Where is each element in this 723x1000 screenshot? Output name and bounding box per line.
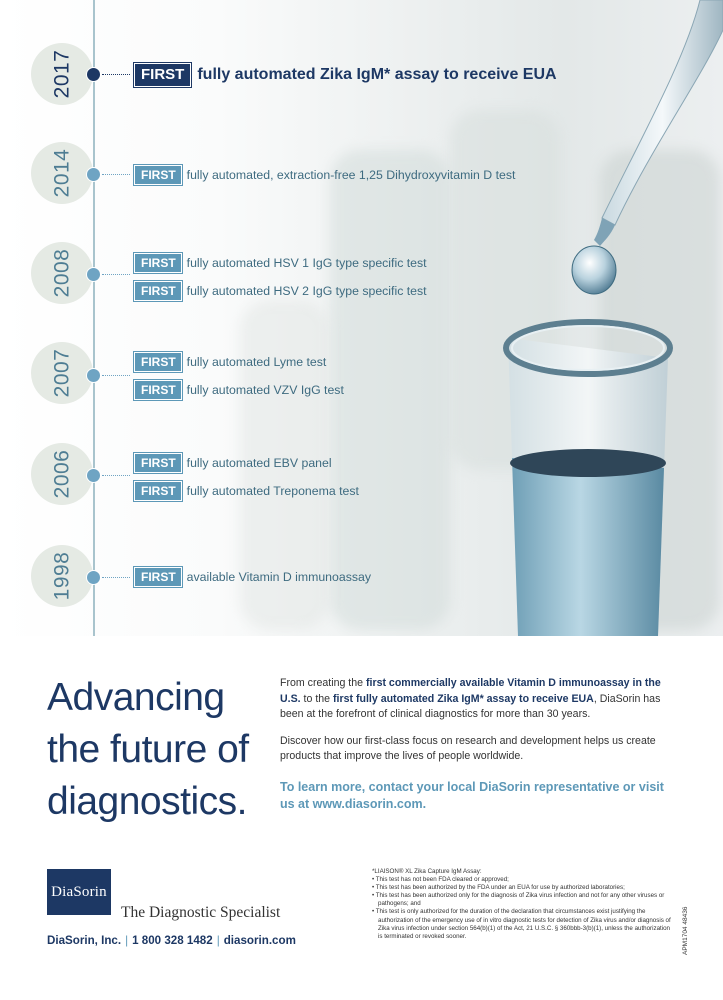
first-badge: FIRST (134, 481, 182, 501)
timeline-connector (102, 274, 130, 275)
body-paragraph-1: From creating the first commercially available Vitamin D immunoassay in the U.S. to the first fully automated Zika IgM* assay to receive EUA, DiaSorin has been at the forefront of clinical diagnostics for more than 30 years. (280, 677, 661, 720)
milestone-entry (134, 62, 557, 88)
timeline-dot (86, 67, 101, 82)
milestone-entry (134, 454, 332, 472)
year-label: 2017 (50, 49, 73, 99)
phone-number: 1 800 328 1482 (132, 934, 213, 947)
first-badge: FIRST (134, 63, 191, 87)
milestone-text: fully automated Lyme test (186, 355, 327, 369)
year-circle-2007 (31, 342, 93, 404)
milestone-entry (134, 282, 427, 300)
year-label: 2008 (50, 248, 73, 298)
milestone-entry (134, 568, 371, 586)
milestone-text: fully automated HSV 1 IgG type specific test (186, 256, 427, 270)
first-badge: FIRST (134, 253, 182, 273)
year-label: 2007 (50, 348, 73, 398)
company-name: DiaSorin, Inc. (47, 934, 122, 947)
year-circle-2017 (31, 43, 93, 105)
milestone-text: fully automated HSV 2 IgG type specific test (186, 284, 427, 298)
milestone-text: fully automated Treponema test (186, 484, 359, 498)
separator: | (125, 934, 129, 947)
milestone-text: available Vitamin D immunoassay (186, 570, 371, 584)
timeline-dot (86, 368, 101, 383)
document-code: APM1704 48436 (682, 906, 689, 955)
footnote-bullet: • This test has not been FDA cleared or approved; (372, 876, 509, 884)
milestone-entry (134, 482, 359, 500)
website-link[interactable]: diasorin.com (223, 934, 296, 947)
footnote-bullet: • This test has been authorized only for the diagnosis of Zika virus infection and not for any other viruses or pathogens; and (372, 892, 665, 908)
background-tube-blur (330, 150, 450, 630)
year-circle-2014 (31, 142, 93, 204)
timeline-connector (102, 475, 130, 476)
body-paragraph-2: Discover how our first-class focus on research and development helps us create products that improve the lives of people worldwide. (280, 734, 656, 762)
timeline-dot (86, 267, 101, 282)
timeline-dot (86, 468, 101, 483)
timeline-connector (102, 74, 130, 75)
separator: | (216, 934, 220, 947)
milestone-text: fully automated, extraction-free 1,25 Dihydroxyvitamin D test (186, 168, 516, 182)
year-label: 2014 (50, 148, 73, 198)
headline-line: the future of (47, 728, 249, 771)
milestone-text: fully automated VZV IgG test (186, 383, 344, 397)
milestone-text: fully automated EBV panel (186, 456, 332, 470)
first-badge: FIRST (134, 281, 182, 301)
tagline: The Diagnostic Specialist (121, 904, 281, 921)
milestone-entry (134, 254, 427, 272)
first-badge: FIRST (134, 165, 182, 185)
milestone-entry (134, 166, 515, 184)
year-circle-1998 (31, 545, 93, 607)
milestone-text: fully automated Zika IgM* assay to receive EUA (197, 66, 557, 83)
milestone-entry (134, 353, 326, 371)
timeline-connector (102, 375, 130, 376)
year-circle-2006 (31, 443, 93, 505)
headline (47, 672, 277, 828)
footnote-bullet: • This test has been authorized by the FDA under an EUA for use by authorized laboratories; (372, 884, 625, 892)
timeline-dot (86, 167, 101, 182)
timeline-connector (102, 577, 130, 578)
headline-line: Advancing (47, 676, 225, 719)
first-badge: FIRST (134, 453, 182, 473)
diasorin-logo (47, 869, 111, 915)
year-label: 2006 (50, 449, 73, 499)
first-badge: FIRST (134, 567, 182, 587)
timeline-connector (102, 174, 130, 175)
call-to-action: To learn more, contact your local DiaSorin representative or visit us at www.diasorin.com. (280, 780, 664, 811)
first-badge: FIRST (134, 380, 182, 400)
timeline-dot (86, 570, 101, 585)
year-label: 1998 (50, 551, 73, 601)
regulatory-footnote (372, 868, 672, 941)
milestone-entry (134, 381, 344, 399)
year-circle-2008 (31, 242, 93, 304)
contact-line (47, 934, 296, 947)
footnote-bullet: • This test is only authorized for the duration of the declaration that circumstances exist justifying the authorization of the emergency use of in vitro diagnostic tests for detection of Zika virus and/or diagnosis of Zika virus infection under section 564(b)(1) of the Act, 21 U.S.C. § 360bbb-3(b)(1), unless the authorization is terminated or revoked sooner. (372, 908, 671, 940)
timeline-line (93, 0, 95, 636)
body-copy (280, 676, 680, 776)
footnote-title: *LIAISON® XL Zika Capture IgM Assay: (372, 868, 482, 875)
logo-text: DiaSorin (51, 883, 107, 900)
headline-line: diagnostics. (47, 780, 247, 823)
pipette-dropper-illustration (560, 0, 723, 300)
first-badge: FIRST (134, 352, 182, 372)
test-tube-illustration (488, 318, 688, 636)
